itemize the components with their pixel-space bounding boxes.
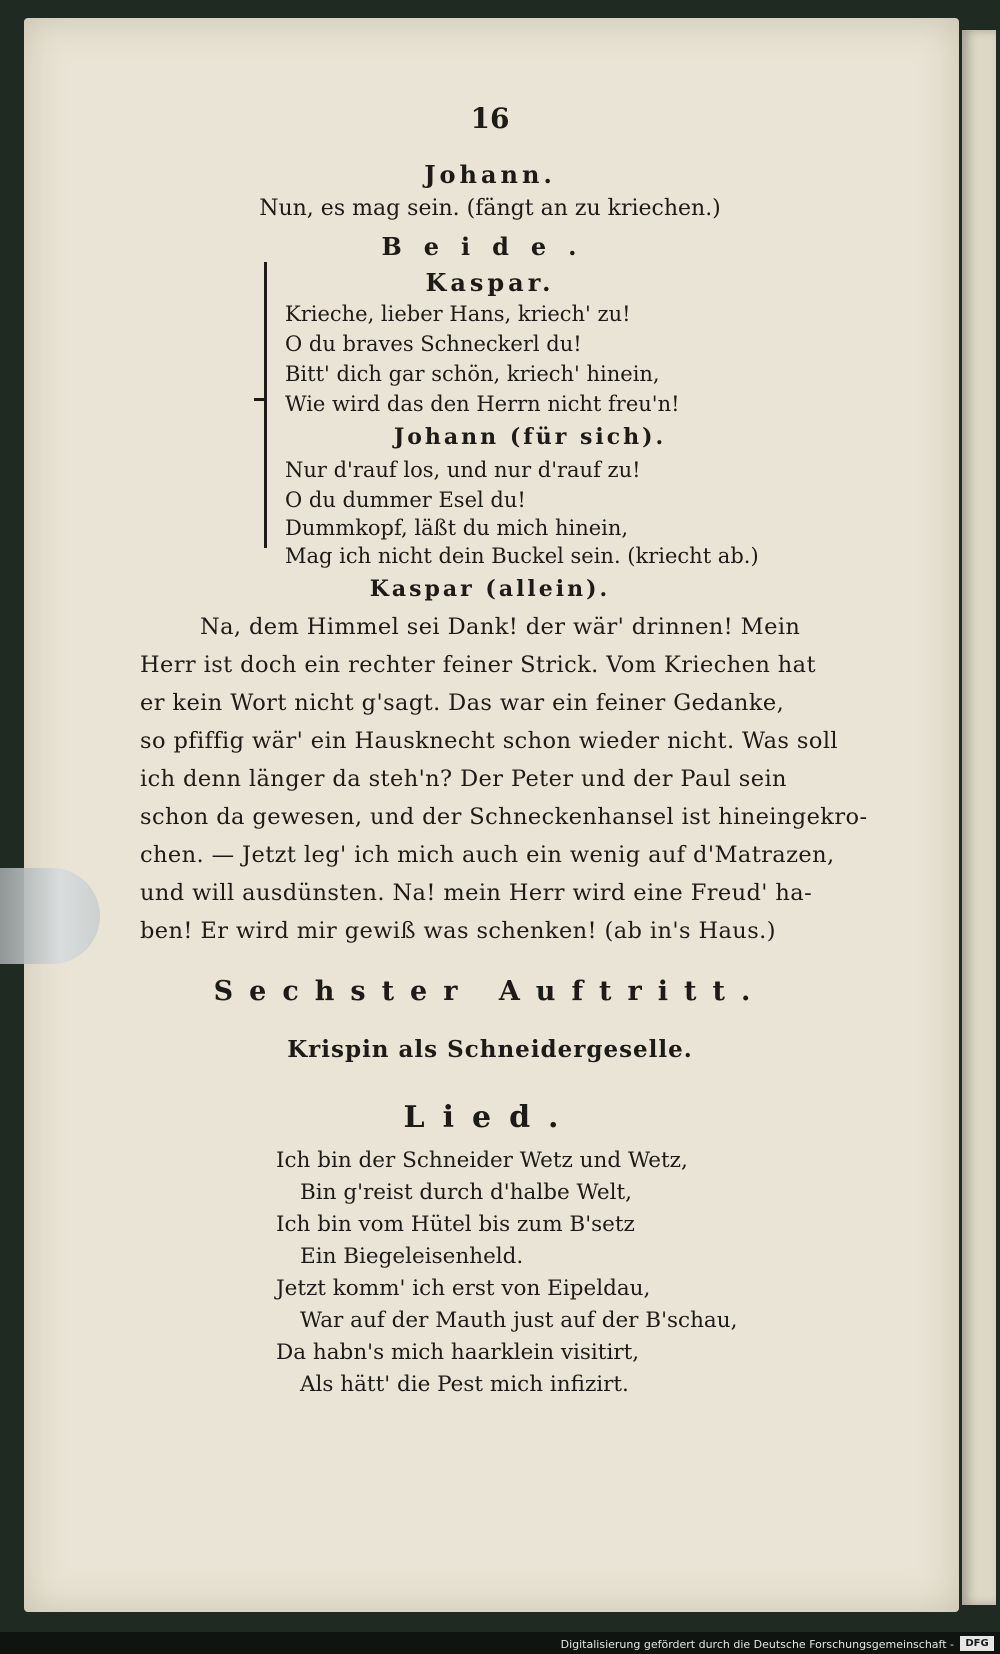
prose-line: er kein Wort nicht g'sagt. Das war ein feiner Gedanke, (140, 690, 785, 716)
prose-line: so pfiffig wär' ein Hausknecht schon wieder nicht. Was soll (140, 728, 839, 754)
song-line: Ich bin vom Hütel bis zum B'setz (276, 1212, 635, 1237)
verse-line: Bitt' dich gar schön, kriech' hinein, (285, 362, 660, 386)
duet-bracket-tip (254, 398, 264, 415)
footer-credit: Digitalisierung gefördert durch die Deutsche Forschungsgemeinschaft - (560, 1638, 954, 1651)
song-line: Als hätt' die Pest mich infizirt. (300, 1372, 629, 1397)
verse-line: Wie wird das den Herrn nicht freu'n! (285, 392, 680, 416)
song-line: Jetzt komm' ich erst von Eipeldau, (276, 1276, 651, 1301)
prose-line: schon da gewesen, und der Schneckenhansel ist hineingekro- (140, 804, 868, 830)
prose-line: Na, dem Himmel sei Dank! der wär' drinnen! Mein (200, 614, 801, 640)
scene-heading: Sechster Auftritt. (213, 976, 767, 1007)
duet-bracket (264, 262, 279, 548)
speaker-kaspar: Kaspar. (425, 268, 555, 297)
verse-line: Dummkopf, läßt du mich hinein, (285, 516, 629, 540)
prose-line: chen. — Jetzt leg' ich mich auch ein wenig auf d'Matrazen, (140, 842, 835, 868)
stage-direction: Nun, es mag sein. (fängt an zu kriechen.) (259, 196, 721, 221)
verse-line: O du braves Schneckerl du! (285, 332, 582, 356)
prose-line: ich denn länger da steh'n? Der Peter und der Paul sein (140, 766, 787, 792)
prose-line: und will ausdünsten. Na! mein Herr wird eine Freud' ha- (140, 880, 813, 906)
speaker-johann-aside: Johann (für sich). (393, 424, 667, 450)
song-line: Ein Biegeleisenheld. (300, 1244, 524, 1269)
verse-line: Mag ich nicht dein Buckel sein. (kriecht ab.) (285, 544, 759, 568)
page-number: 16 (470, 102, 510, 135)
song-line: Bin g'reist durch d'halbe Welt, (300, 1180, 632, 1205)
page-edge (962, 30, 996, 1605)
speaker-kaspar-alone: Kaspar (allein). (369, 576, 611, 602)
song-heading: Lied. (403, 1100, 577, 1135)
song-line: Ich bin der Schneider Wetz und Wetz, (276, 1148, 688, 1173)
prose-line: ben! Er wird mir gewiß was schenken! (ab in's Haus.) (140, 918, 776, 944)
dfg-logo: DFG (960, 1636, 994, 1651)
song-line: War auf der Mauth just auf der B'schau, (300, 1308, 738, 1333)
verse-line: O du dummer Esel du! (285, 488, 526, 512)
speaker-johann: Johann. (424, 160, 556, 189)
scene-subheading: Krispin als Schneidergeselle. (287, 1036, 693, 1063)
bookmark-clip (0, 868, 100, 964)
verse-line: Nur d'rauf los, und nur d'rauf zu! (285, 458, 641, 482)
speaker-beide: Beide. (381, 232, 599, 261)
prose-line: Herr ist doch ein rechter feiner Strick. Vom Kriechen hat (140, 652, 816, 678)
song-line: Da habn's mich haarklein visitirt, (276, 1340, 640, 1365)
verse-line: Krieche, lieber Hans, kriech' zu! (285, 302, 631, 326)
